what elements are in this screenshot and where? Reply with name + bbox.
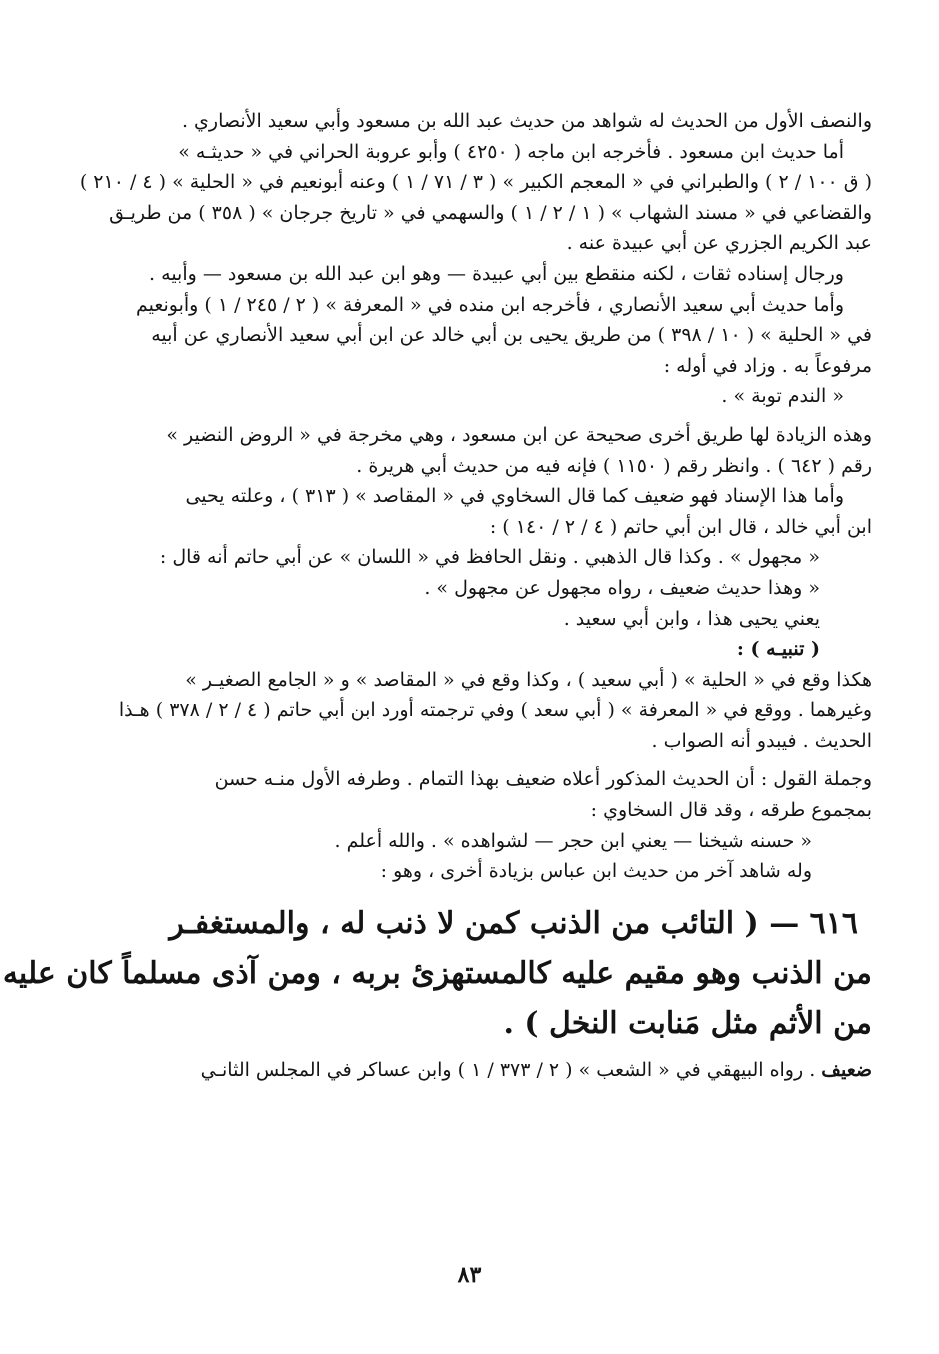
- text-line: والقضاعي في « مسند الشهاب » ( ١ / ٢ / ١ ) والسهمي في « تاريخ جرجان » ( ٣٥٨ ) من طريـق: [109, 201, 872, 224]
- text-line: وأما هذا الإسناد فهو ضعيف كما قال السخاوي في « المقاصد » ( ٣١٣ ) ، وعلته يحيى: [185, 485, 844, 508]
- quote-line: « مجهول » . وكذا قال الذهبي . ونقل الحافظ في « اللسان » عن أبي حاتم أنه قال :: [159, 546, 820, 569]
- text-line: بمجموع طرقه ، وقد قال السخاوي :: [590, 799, 872, 822]
- text-line: ( ق ١٠٠ / ٢ ) والطبراني في « المعجم الكبير » ( ٣ / ٧١ / ١ ) وعنه أبونعيم في « الحلية » ( ٤ / ٢١٠ ): [79, 171, 872, 194]
- text-line: عبد الكريم الجزري عن أبي عبيدة عنه .: [566, 232, 872, 255]
- text-line: ابن أبي خالد ، قال ابن أبي حاتم ( ٤ / ٢ / ١٤٠ ) :: [489, 515, 872, 538]
- grading-line: [120, 1055, 872, 1086]
- text-line: هكذا وقع في « الحلية » ( أبي سعيد ) ، وكذا وقع في « المقاصد » و « الجامع الصغيـر »: [185, 668, 872, 691]
- quote-line: « حسنه شيخنا — يعني ابن حجر — لشواهده » . والله أعلم .: [334, 829, 812, 852]
- quote-line: يعني يحيى هذا ، وابن أبي سعيد .: [563, 607, 820, 630]
- hadith-text: من الأثم مثل مَنابت النخل ) .: [503, 1005, 872, 1041]
- quote-line: وله شاهد آخر من حديث ابن عباس بزيادة أخرى ، وهو :: [380, 860, 812, 883]
- quote-line: « وهذا حديث ضعيف ، رواه مجهول عن مجهول » .: [424, 576, 820, 599]
- text-line: ورجال إسناده ثقات ، لكنه منقطع بين أبي عبيدة — وهو ابن عبد الله بن مسعود — وأبيه .: [149, 262, 844, 285]
- text-line: « الندم توبة » .: [721, 385, 844, 408]
- hadith-text: من الذنب وهو مقيم عليه كالمستهزئ بربه ، ومن آذى مسلماً كان عليه: [2, 955, 872, 991]
- note-heading: ( تنبيـه ) :: [736, 638, 820, 661]
- text-line: رقم ( ٦٤٢ ) . وانظر رقم ( ١١٥٠ ) فإنه فيه من حديث أبي هريرة .: [356, 454, 872, 477]
- text-line: وغيرهما . ووقع في « المعرفة » ( أبي سعد ) وفي ترجمته أورد ابن أبي حاتم ( ٤ / ٢ / ٣٧٨ ) هـذا: [118, 699, 872, 722]
- grading-label: ضعيف: [821, 1058, 872, 1081]
- text-line: الحديث . فيبدو أنه الصواب .: [651, 729, 872, 752]
- text-line: وهذه الزيادة لها طريق أخرى صحيحة عن ابن مسعود ، وهي مخرجة في « الروض النضير »: [166, 423, 872, 446]
- text-line: مرفوعاً به . وزاد في أوله :: [663, 354, 872, 377]
- text-line: وأما حديث أبي سعيد الأنصاري ، فأخرجه ابن منده في « المعرفة » ( ٢ / ٢٤٥ / ١ ) وأبونعيم: [135, 293, 844, 316]
- hadith-text: ٦١٦ — ( التائب من الذنب كمن لا ذنب له ، والمستغفـر: [169, 905, 858, 941]
- text-line: أما حديث ابن مسعود . فأخرجه ابن ماجه ( ٤٢٥٠ ) وأبو عروبة الحراني في « حديثـه »: [178, 140, 844, 163]
- text-line: في « الحلية » ( ١٠ / ٣٩٨ ) من طريق يحيى بن أبي خالد عن ابن أبي سعيد الأنصاري عن أبيه: [151, 324, 872, 347]
- text-line: والنصف الأول من الحديث له شواهد من حديث عبد الله بن مسعود وأبي سعيد الأنصاري .: [181, 110, 872, 132]
- text-line: وجملة القول : أن الحديث المذكور أعلاه ضعيف بهذا التمام . وطرفه الأول منـه حسن: [214, 768, 872, 791]
- grading-text: . رواه البيهقي في « الشعب » ( ٢ / ٣٧٣ / ١ ) وابن عساكر في المجلس الثانـي: [200, 1058, 816, 1081]
- page-number: ٨٣: [457, 1262, 482, 1288]
- page-body: [2, 106, 872, 1085]
